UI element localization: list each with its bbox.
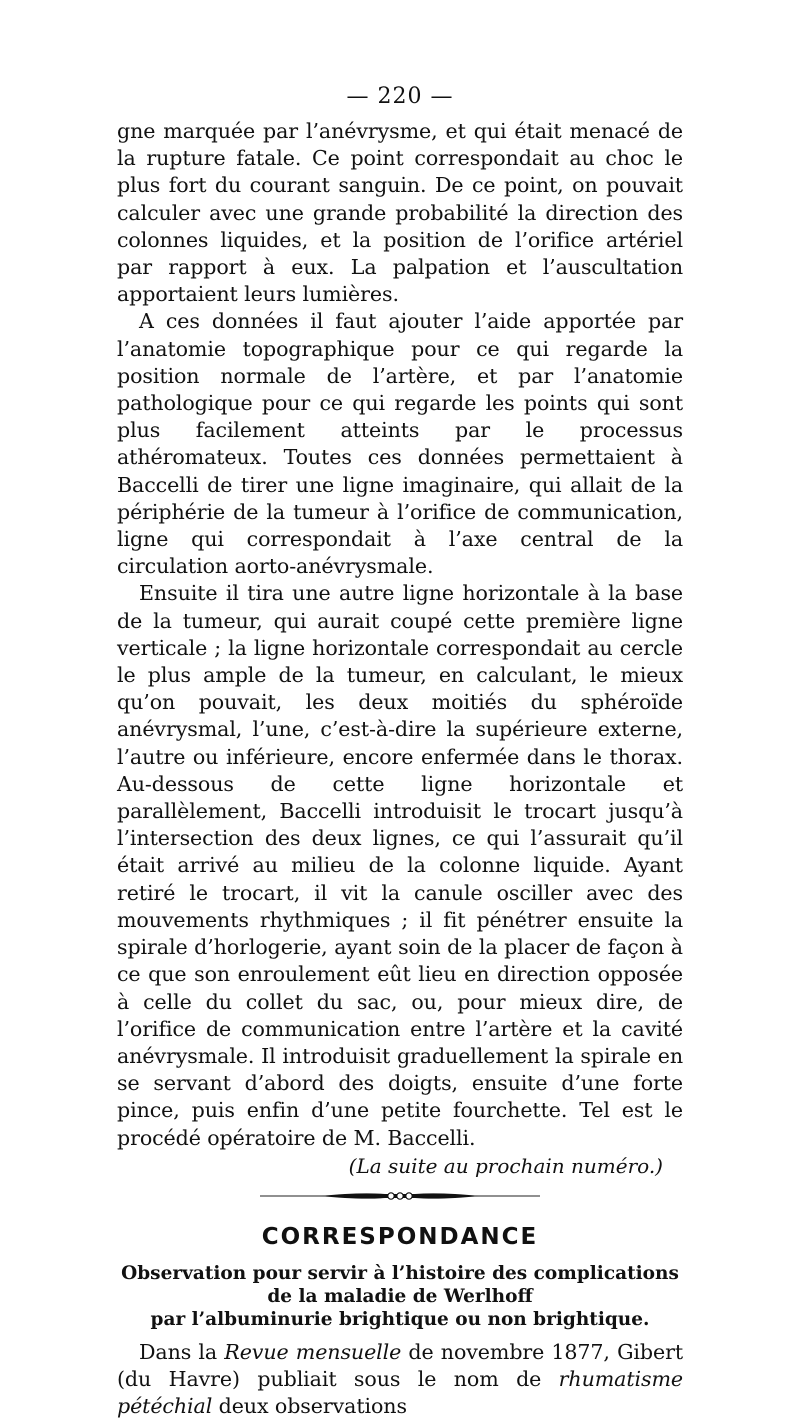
paragraph-1: gne marquée par l’anévrysme, et qui était menacé de la rupture fatale. Ce point correspondait au choc le plus fort du courant sanguin. De ce point, on pouvait calculer avec une grande probabilité la direction des colonnes liquides, et la position de l’orifice artériel par rapport à eux. La palpation et l’auscultation apportaient leurs lumières. xyxy=(117,119,683,307)
paragraph-3: Ensuite il tira une autre ligne horizontale à la base de la tumeur, qui aurait coupé cette première ligne verticale ; la ligne horizontale correspondait au cercle le plus ample de la tumeur, en calculant, le mieux qu’on pouvait, les deux moitiés du sphéroïde anévrysmal, l’une, c’est-à-dire la supérieure externe, l’autre ou inférieure, encore enfermée dans le thorax. Au-dessous de cette ligne horizontale et parallèlement, Baccelli introduisit le trocart jusqu’à l’intersection des deux lignes, ce qui l’assurait qu’il était arrivé au milieu de la colonne liquide. Ayant retiré le trocart, il vit la canule osciller avec des mouvements rhythmiques ; il fit pénétrer ensuite la spirale d’horlogerie, ayant soin de la placer de façon à ce que son enroulement eût lieu en direction opposée à celle du collet du sac, ou, pour mieux dire, de l’orifice de communication entre l’artère et la cavité anévrysmale. Il introduisit graduellement la spirale en se servant d’abord des doigts, ensuite d’une forte pince, puis enfin d’une petite fourchette. Tel est le procédé opératoire de M. Baccelli. xyxy=(117,581,683,1150)
disease-term: rhumatisme pétéchial xyxy=(117,1366,683,1419)
section-divider-ornament xyxy=(117,1186,683,1208)
final-paragraph-part-3: deux observations xyxy=(212,1394,407,1419)
article-title-line-3: par l’albuminurie brightique ou non brightique. xyxy=(150,1308,650,1330)
divider-ornament-icon xyxy=(260,1188,540,1204)
article-title-line-2: de la maladie de Werlhoff xyxy=(267,1285,533,1307)
article-title xyxy=(117,1262,683,1331)
to-be-continued-note: (La suite au prochain numéro.) xyxy=(348,1153,663,1178)
article-title-line-1: Observation pour servir à l’histoire des complications xyxy=(121,1262,679,1284)
final-paragraph xyxy=(117,1339,683,1420)
final-paragraph-part-2: de novembre 1877, Gibert (du Havre) publiait sous le nom de xyxy=(117,1339,684,1391)
section-heading: CORRESPONDANCE xyxy=(261,1223,539,1250)
page-number: — 220 — xyxy=(346,84,454,109)
page xyxy=(117,82,683,1420)
paragraph-2: A ces données il faut ajouter l’aide apportée par l’anatomie topographique pour ce qui regarde la position normale de l’artère, et par l’anatomie pathologique pour ce qui regarde les points qui sont plus facilement atteints par le processus athéromateux. Toutes ces données permettaient à Baccelli de tirer une ligne imaginaire, qui allait de la périphérie de la tumeur à l’orifice de communication, ligne qui correspondait à l’axe central de la circulation aorto-anévrysmale. xyxy=(117,309,683,579)
journal-name: Revue mensuelle xyxy=(224,1339,402,1364)
final-paragraph-part-1: Dans la xyxy=(139,1339,225,1364)
